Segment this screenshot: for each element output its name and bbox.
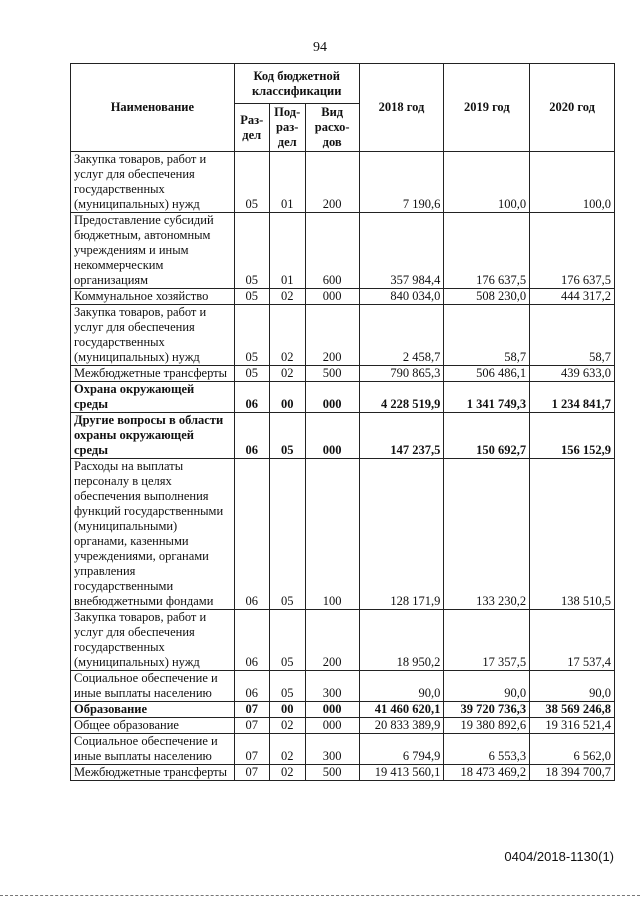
row-section-cell: 05 — [234, 213, 269, 289]
row-2018-cell: 41 460 620,1 — [359, 702, 444, 718]
table-row — [71, 213, 615, 289]
row-section-cell: 07 — [234, 702, 269, 718]
row-name-cell: Охрана окружающей среды — [71, 382, 235, 413]
row-expense-type-cell: 200 — [305, 305, 359, 366]
row-name-cell: Межбюджетные трансферты — [71, 765, 235, 781]
row-2019-cell: 133 230,2 — [444, 459, 530, 610]
row-2018-cell: 128 171,9 — [359, 459, 444, 610]
row-expense-type-cell: 200 — [305, 610, 359, 671]
row-subsection-cell: 02 — [269, 734, 305, 765]
footer-divider — [0, 895, 640, 896]
row-subsection-cell: 02 — [269, 366, 305, 382]
row-2018-cell: 18 950,2 — [359, 610, 444, 671]
document-code: 0404/2018-1130(1) — [504, 849, 614, 864]
row-subsection-cell: 02 — [269, 289, 305, 305]
row-2018-cell: 20 833 389,9 — [359, 718, 444, 734]
row-expense-type-cell: 300 — [305, 734, 359, 765]
row-expense-type-cell: 500 — [305, 765, 359, 781]
row-subsection-cell: 05 — [269, 671, 305, 702]
table-row — [71, 413, 615, 459]
table-row — [71, 671, 615, 702]
row-name-cell: Расходы на выплаты персоналу в целях обеспечения выполнения функций государственными (муниципальными) органами, казенными учреждениями, органами управления государственными внебюджетными фондами — [71, 459, 235, 610]
row-subsection-cell: 05 — [269, 459, 305, 610]
row-expense-type-cell: 000 — [305, 413, 359, 459]
row-subsection-cell: 00 — [269, 702, 305, 718]
row-subsection-cell: 02 — [269, 718, 305, 734]
row-name-cell: Коммунальное хозяйство — [71, 289, 235, 305]
row-expense-type-cell: 000 — [305, 702, 359, 718]
row-name-cell: Закупка товаров, работ и услуг для обеспечения государственных (муниципальных) нужд — [71, 305, 235, 366]
table-row — [71, 366, 615, 382]
header-name: Наименование — [71, 64, 235, 152]
row-section-cell: 07 — [234, 765, 269, 781]
row-2019-cell: 176 637,5 — [444, 213, 530, 289]
row-section-cell: 06 — [234, 671, 269, 702]
table-row — [71, 718, 615, 734]
row-name-cell: Общее образование — [71, 718, 235, 734]
row-2020-cell: 444 317,2 — [530, 289, 615, 305]
row-subsection-cell: 00 — [269, 382, 305, 413]
row-expense-type-cell: 500 — [305, 366, 359, 382]
row-2019-cell: 90,0 — [444, 671, 530, 702]
table-row — [71, 152, 615, 213]
row-section-cell: 06 — [234, 413, 269, 459]
row-expense-type-cell: 000 — [305, 718, 359, 734]
header-code-group: Код бюджетной классификации — [234, 64, 359, 104]
row-expense-type-cell: 600 — [305, 213, 359, 289]
table-header — [71, 64, 615, 152]
table-row — [71, 610, 615, 671]
row-2020-cell: 100,0 — [530, 152, 615, 213]
row-2018-cell: 6 794,9 — [359, 734, 444, 765]
row-2018-cell: 357 984,4 — [359, 213, 444, 289]
row-name-cell: Социальное обеспечение и иные выплаты населению — [71, 734, 235, 765]
header-2018: 2018 год — [359, 64, 444, 152]
row-2018-cell: 790 865,3 — [359, 366, 444, 382]
table-row — [71, 734, 615, 765]
row-2018-cell: 90,0 — [359, 671, 444, 702]
row-name-cell: Межбюджетные трансферты — [71, 366, 235, 382]
row-section-cell: 07 — [234, 718, 269, 734]
row-2019-cell: 100,0 — [444, 152, 530, 213]
row-name-cell: Социальное обеспечение и иные выплаты населению — [71, 671, 235, 702]
table-row — [71, 702, 615, 718]
row-2018-cell: 19 413 560,1 — [359, 765, 444, 781]
header-subsection: Под- раз- дел — [269, 104, 305, 152]
row-section-cell: 07 — [234, 734, 269, 765]
page-number: 94 — [313, 40, 327, 55]
budget-table — [70, 63, 615, 781]
row-2018-cell: 2 458,7 — [359, 305, 444, 366]
row-2020-cell: 6 562,0 — [530, 734, 615, 765]
row-name-cell: Закупка товаров, работ и услуг для обеспечения государственных (муниципальных) нужд — [71, 610, 235, 671]
row-subsection-cell: 05 — [269, 610, 305, 671]
row-subsection-cell: 05 — [269, 413, 305, 459]
row-2018-cell: 840 034,0 — [359, 289, 444, 305]
row-subsection-cell: 02 — [269, 765, 305, 781]
row-2019-cell: 6 553,3 — [444, 734, 530, 765]
table-body — [71, 152, 615, 781]
row-name-cell: Другие вопросы в области охраны окружающей среды — [71, 413, 235, 459]
table-row — [71, 305, 615, 366]
row-subsection-cell: 01 — [269, 213, 305, 289]
row-2020-cell: 90,0 — [530, 671, 615, 702]
row-2019-cell: 18 473 469,2 — [444, 765, 530, 781]
row-expense-type-cell: 000 — [305, 382, 359, 413]
row-2018-cell: 4 228 519,9 — [359, 382, 444, 413]
table-row — [71, 382, 615, 413]
row-2018-cell: 147 237,5 — [359, 413, 444, 459]
table-row — [71, 765, 615, 781]
row-section-cell: 05 — [234, 152, 269, 213]
row-2020-cell: 439 633,0 — [530, 366, 615, 382]
row-2019-cell: 506 486,1 — [444, 366, 530, 382]
row-2020-cell: 19 316 521,4 — [530, 718, 615, 734]
row-2019-cell: 150 692,7 — [444, 413, 530, 459]
header-2020: 2020 год — [530, 64, 615, 152]
row-2018-cell: 7 190,6 — [359, 152, 444, 213]
row-expense-type-cell: 000 — [305, 289, 359, 305]
header-2019: 2019 год — [444, 64, 530, 152]
row-2019-cell: 17 357,5 — [444, 610, 530, 671]
row-section-cell: 05 — [234, 305, 269, 366]
row-2020-cell: 38 569 246,8 — [530, 702, 615, 718]
table-row — [71, 459, 615, 610]
row-expense-type-cell: 100 — [305, 459, 359, 610]
row-2020-cell: 18 394 700,7 — [530, 765, 615, 781]
row-section-cell: 06 — [234, 382, 269, 413]
row-expense-type-cell: 300 — [305, 671, 359, 702]
row-2020-cell: 1 234 841,7 — [530, 382, 615, 413]
row-section-cell: 06 — [234, 610, 269, 671]
header-section: Раз- дел — [234, 104, 269, 152]
row-2019-cell: 1 341 749,3 — [444, 382, 530, 413]
row-2020-cell: 58,7 — [530, 305, 615, 366]
row-section-cell: 05 — [234, 366, 269, 382]
row-section-cell: 05 — [234, 289, 269, 305]
row-2019-cell: 19 380 892,6 — [444, 718, 530, 734]
row-subsection-cell: 01 — [269, 152, 305, 213]
row-2020-cell: 176 637,5 — [530, 213, 615, 289]
row-name-cell: Закупка товаров, работ и услуг для обеспечения государственных (муниципальных) нужд — [71, 152, 235, 213]
row-2020-cell: 17 537,4 — [530, 610, 615, 671]
row-2020-cell: 138 510,5 — [530, 459, 615, 610]
header-expense-type: Вид расхо- дов — [305, 104, 359, 152]
row-2019-cell: 58,7 — [444, 305, 530, 366]
row-subsection-cell: 02 — [269, 305, 305, 366]
row-2019-cell: 39 720 736,3 — [444, 702, 530, 718]
table-row — [71, 289, 615, 305]
row-section-cell: 06 — [234, 459, 269, 610]
row-name-cell: Предоставление субсидий бюджетным, автономным учреждениям и иным некоммерческим организациям — [71, 213, 235, 289]
row-2019-cell: 508 230,0 — [444, 289, 530, 305]
row-name-cell: Образование — [71, 702, 235, 718]
row-expense-type-cell: 200 — [305, 152, 359, 213]
row-2020-cell: 156 152,9 — [530, 413, 615, 459]
